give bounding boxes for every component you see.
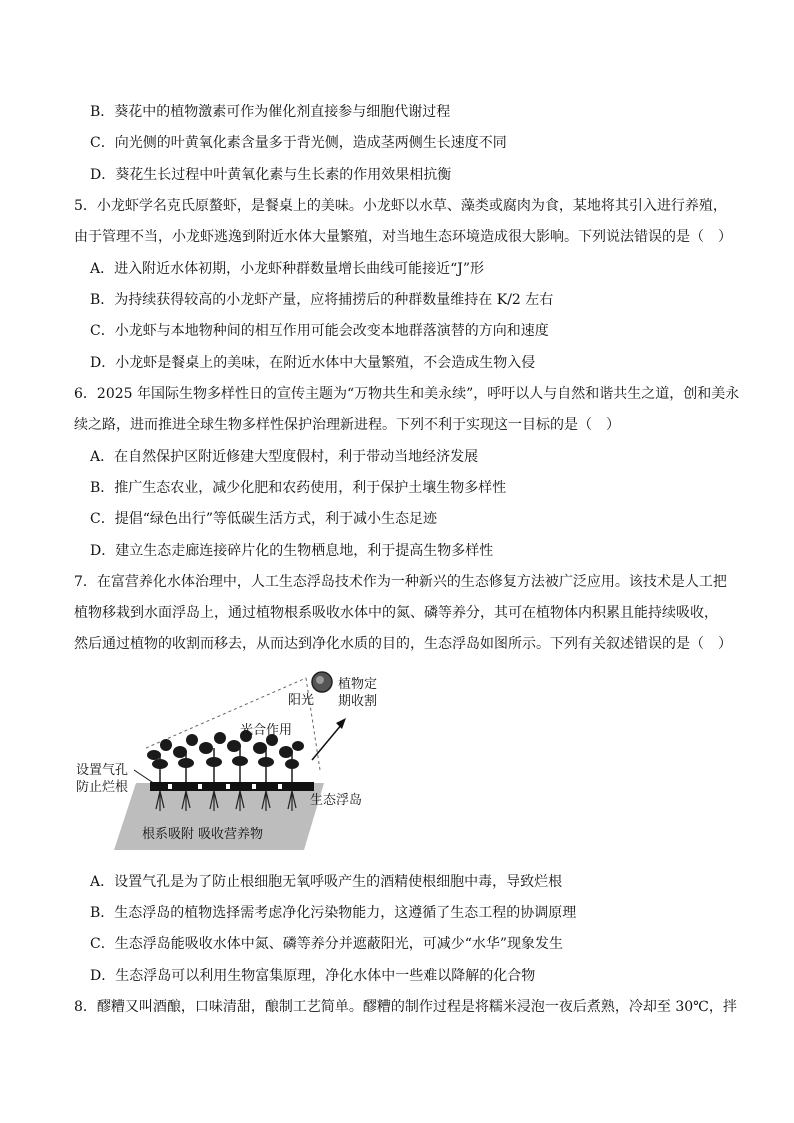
q5-stem-line1: 5．小龙虾学名克氏原螯虾，是餐桌上的美味。小龙虾以水草、藻类或腐肉为食，某地将其引入进行养殖， [74, 198, 727, 214]
q7-option-a: A．设置气孔是为了防止根细胞无氧呼吸产生的酒精使根细胞中毒，导致烂根 [90, 874, 563, 890]
label-root-absorb: 根系吸附 [142, 827, 195, 842]
q4-option-c: C．向光侧的叶黄氧化素含量多于背光侧，造成茎两侧生长速度不同 [90, 135, 507, 151]
q5-option-a: A．进入附近水体初期，小龙虾种群数量增长曲线可能接近“J”形 [90, 261, 485, 277]
q5-option-d: D．小龙虾是餐桌上的美味，在附近水体中大量繁殖，不会造成生物入侵 [90, 355, 536, 371]
sun-highlight [316, 676, 324, 684]
q6-option-d: D．建立生态走廊连接碎片化的生物栖息地，利于提高生物多样性 [90, 543, 494, 559]
floating-island-platform [150, 782, 314, 791]
q4-option-d: D．葵花生长过程中叶黄氧化素与生长素的作用效果相抗衡 [90, 167, 452, 183]
q5-stem-line2: 由于管理不当，小龙虾逃逸到附近水体大量繁殖，对当地生态环境造成很大影响。下列说法错误的是（ ） [74, 229, 732, 245]
q6-stem-line1: 6．2025 年国际生物多样性日的宣传主题为“万物共生和美永续”，呼吁以人与自然和谐共生之道，创和美永 [74, 386, 740, 402]
q6-option-c: C．提倡“绿色出行”等低碳生活方式，利于减小生态足迹 [90, 511, 438, 527]
q6-option-b: B．推广生态农业，减少化肥和农药使用，利于保护土壤生物多样性 [90, 480, 507, 496]
label-harvest-line2: 期收割 [338, 694, 378, 709]
label-nutrient-absorb: 吸收营养物 [198, 827, 264, 842]
label-harvest-line1: 植物定 [338, 677, 378, 692]
q4-option-b: B．葵花中的植物激素可作为催化剂直接参与细胞代谢过程 [90, 104, 451, 120]
floating-island-diagram [74, 660, 404, 858]
q5-option-c: C．小龙虾与本地物种间的相互作用可能会改变本地群落演替的方向和速度 [90, 323, 549, 339]
label-photosynthesis: 光合作用 [240, 723, 293, 738]
q7-stem-line1: 7．在富营养化水体治理中，人工生态浮岛技术作为一种新兴的生态修复方法被广泛应用。该技术是人工把 [74, 574, 727, 590]
harvest-arrow-head [336, 718, 346, 729]
q8-stem-line1: 8．醪糟又叫酒酿，口味清甜，酿制工艺简单。醪糟的制作过程是将糯米浸泡一夜后煮熟，冷却至 30℃，拌 [74, 999, 737, 1015]
q7-stem-line3: 然后通过植物的收割而移去，从而达到净化水质的目的，生态浮岛如图所示。下列有关叙述错误的是（ ） [74, 636, 732, 652]
q7-option-c: C．生态浮岛能吸收水体中氮、磷等养分并遮蔽阳光，可减少“水华”现象发生 [90, 936, 564, 952]
floating-island-figure [74, 660, 404, 858]
label-floating-island: 生态浮岛 [310, 793, 363, 808]
label-vent-line2: 防止烂根 [76, 780, 129, 795]
q5-option-b: B．为持续获得较高的小龙虾产量，应将捕捞后的种群数量维持在 K/2 左右 [90, 292, 554, 308]
q7-stem-line2: 植物移栽到水面浮岛上，通过植物根系吸收水体中的氮、磷等养分，其可在植物体内积累且能持续吸收， [74, 605, 718, 621]
label-vent-line1: 设置气孔 [76, 763, 129, 778]
q7-option-b: B．生态浮岛的植物选择需考虑净化污染物能力，这遵循了生态工程的协调原理 [90, 905, 577, 921]
q6-option-a: A．在自然保护区附近修建大型度假村，利于带动当地经济发展 [90, 449, 479, 465]
q6-stem-line2: 续之路，进而推进全球生物多样性保护治理新进程。下列不利于实现这一目标的是（ ） [74, 417, 620, 433]
q7-option-d: D．生态浮岛可以利用生物富集原理，净化水体中一些难以降解的化合物 [90, 968, 536, 984]
label-sunlight: 阳光 [288, 693, 315, 708]
harvest-arrow [312, 724, 342, 760]
